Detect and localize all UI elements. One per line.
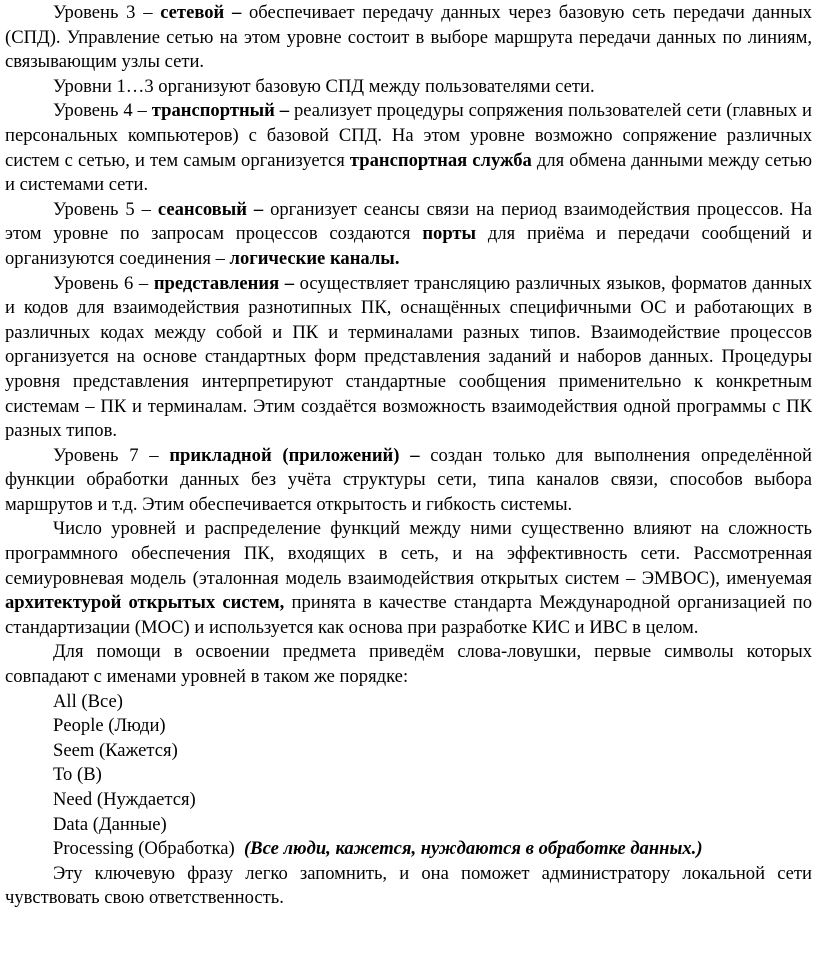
text-run: Для помощи в освоении предмета приведём слова-ловушки, первые символы которых совпадают с именами уровней в таком же порядке: (5, 641, 812, 688)
text-run: Уровень 3 – (53, 2, 161, 23)
text-run: для приёма и передачи сообщений и организуются соединения – (5, 223, 813, 269)
text-run: осуществляет трансляцию различных языков, форматов данных и кодов для взаимодействия разнотипных ПК, оснащённых специфичными ОС и работающих в различных кодах между собой и ПК и терминалами разных типов. Взаимодействие процессов организуется на основе стандартных форм представления заданий и наборов данных. Процедуры уровня представления интерпретируют стандартные сообщения применительно к конкретным системам – ПК и терминалам. Этим создаётся возможность взаимодействия одной программы с ПК разных типов. (5, 272, 812, 442)
mnemonic-item (5, 690, 812, 715)
bold-term: транспортный – (151, 100, 290, 122)
paragraph (5, 517, 812, 640)
bold-term: порты (422, 223, 477, 245)
mnemonic-item (5, 837, 812, 862)
mnemonic-item (5, 813, 812, 838)
bold-term: сеансовый – (157, 198, 264, 220)
text-run: Уровень 4 – (53, 100, 152, 122)
mnemonic-item (5, 714, 812, 739)
mnemonic-item (5, 763, 812, 788)
paragraph (5, 75, 812, 100)
mnemonic-item (5, 788, 812, 813)
paragraph (5, 444, 812, 518)
bold-term: представления – (153, 272, 295, 294)
mnemonic-word: To (В) (53, 764, 102, 786)
text-run: Уровень 7 – (53, 444, 170, 466)
text-run: создан только для выполнения определённой функции обработки данных без учёта структуры сети, типа каналов связи, способов выбора маршрутов и т.д. Этим обеспечивается открытость и гибкость системы. (5, 444, 812, 515)
bold-term: транспортная служба (349, 149, 532, 171)
body-text (5, 1, 812, 690)
text-run: организует сеансы связи на период взаимодействия процессов. На этом уровне по запросам процессов создаются (5, 198, 813, 245)
mnemonic-word: Data (Данные) (53, 813, 167, 835)
text-run: реализует процедуры сопряжения пользователей сети (главных и персональных компьютеров) с базовой СПД. На этом уровне возможно сопряжение различных систем с сетью, и тем самым организуется (5, 100, 812, 171)
text-run: для обмена данными между сетью и системами сети. (5, 149, 812, 196)
mnemonic-word: Seem (Кажется) (53, 739, 178, 761)
text-run: Уровень 6 – (53, 272, 154, 294)
bold-term: архитектурой открытых систем, (5, 592, 285, 614)
bold-term: сетевой – (160, 2, 242, 23)
closing-paragraph: Эту ключевую фразу легко запомнить, и она поможет администратору локальной сети чувствовать свою ответственность. (5, 862, 812, 909)
text-run: Уровень 5 – (53, 198, 158, 220)
paragraph (5, 272, 812, 444)
mnemonic-word: Processing (Обработка) (53, 838, 235, 860)
paragraph (5, 640, 812, 689)
paragraph (5, 198, 812, 272)
mnemonic-word: All (Все) (53, 690, 123, 712)
paragraph (5, 1, 812, 75)
text-run: Уровни 1…3 организуют базовую СПД между пользователями сети. (53, 75, 595, 97)
text-run: Число уровней и распределение функций между ними существенно влияют на сложность программного обеспечения ПК, входящих в сеть, и на эффективность сети. Рассмотренная семиуровневая модель (эталонная модель взаимодействия открытых систем – ЭМВОС), именуемая (5, 518, 812, 589)
paragraph (5, 99, 812, 197)
text-run: обеспечивает передачу данных через базовую сеть передачи данных (СПД). Управление сетью на этом уровне состоит в выборе маршрута передачи данных по линиям, связывающим узлы сети. (5, 2, 812, 73)
mnemonic-word: Need (Нуждается) (53, 789, 196, 810)
bold-term: логические каналы. (229, 247, 400, 269)
mnemonic-phrase: (Все люди, кажется, нуждаются в обработке данных.) (243, 838, 703, 860)
bold-term: прикладной (приложений) – (169, 444, 420, 466)
text-run: принята в качестве стандарта Международной организацией по стандартизации (МОС) и используется как основа при разработке КИС и ИВС в целом. (5, 592, 812, 638)
mnemonic-word: People (Люди) (53, 715, 166, 737)
mnemonic-item (5, 739, 812, 764)
mnemonic-list (5, 690, 812, 862)
